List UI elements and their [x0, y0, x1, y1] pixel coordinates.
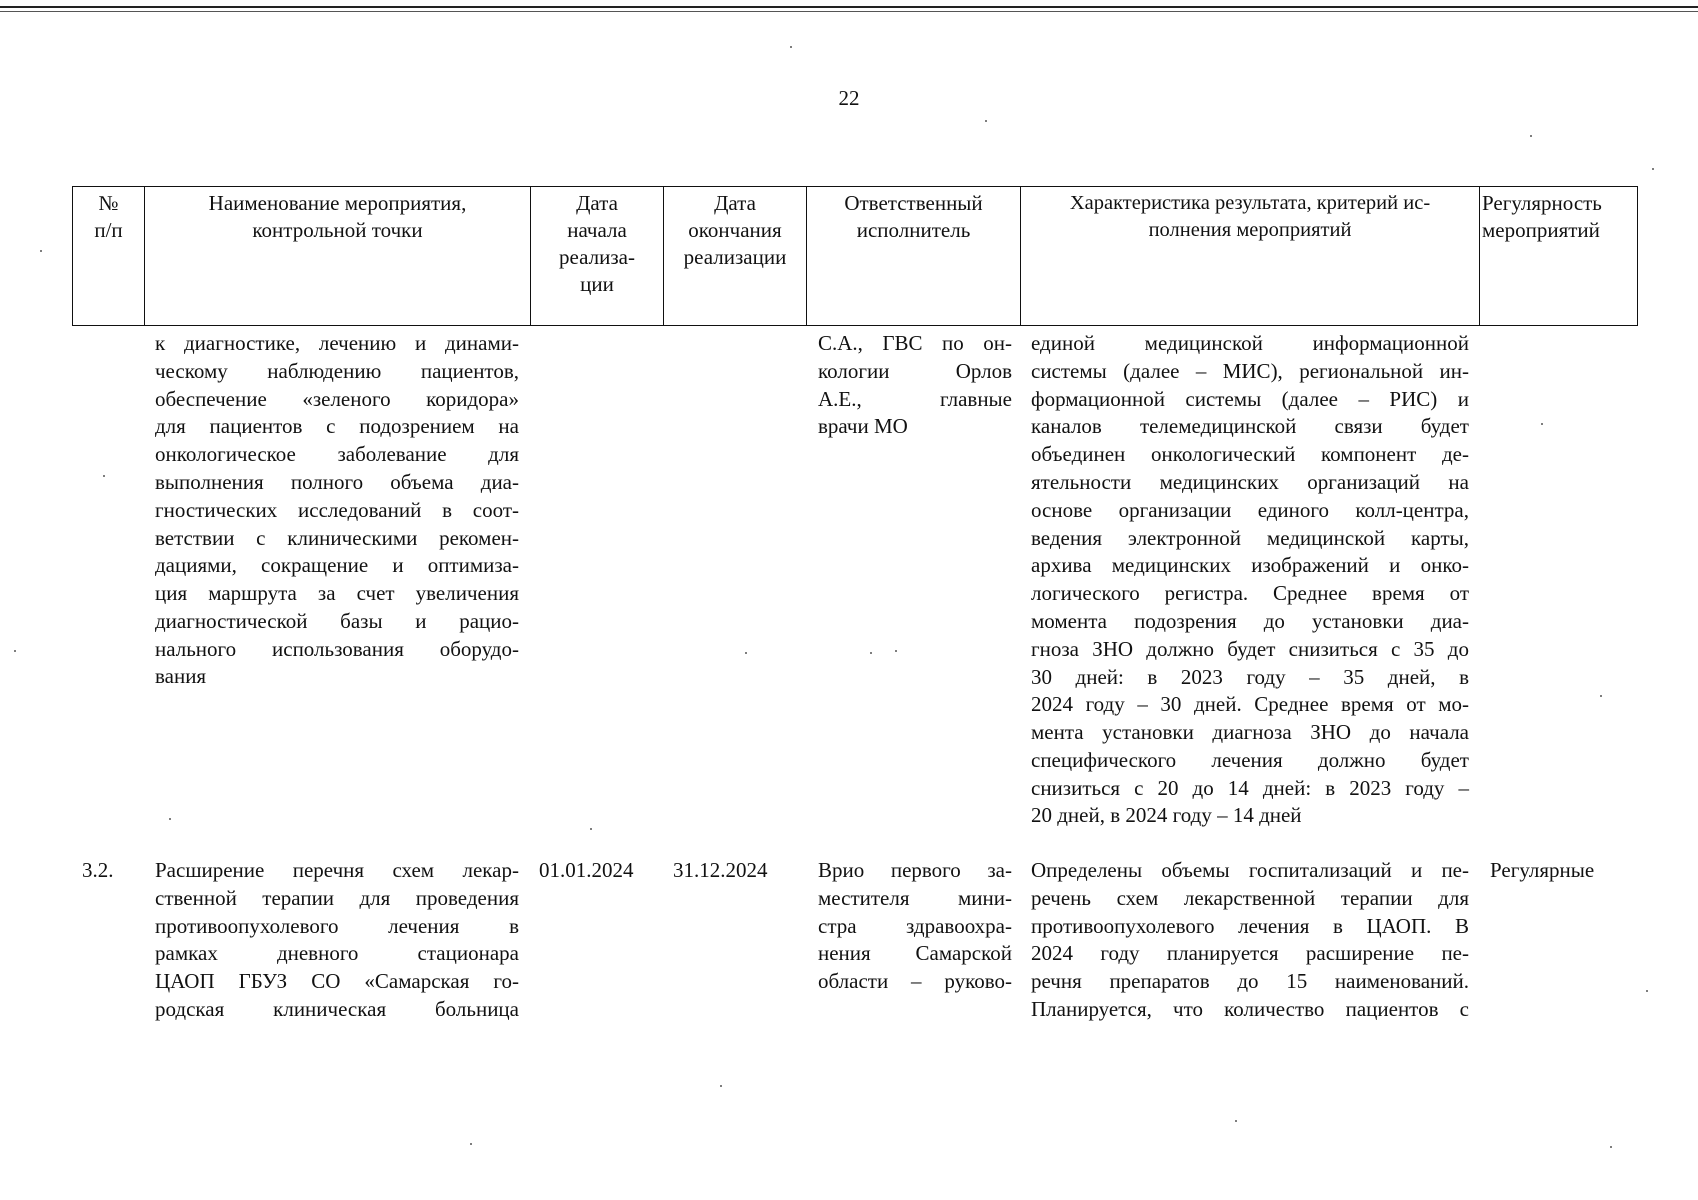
row-2-regularity: Регулярные: [1490, 858, 1595, 882]
row-1-result: единой медицинской информационной системы (далее – МИС), региональной ин- формационной системы (далее – РИС) и каналов телемедицинской связи будет объединен онкологический компонент де- ятельности медицинских организаций на основе организации единого колл-центра, ведения электронной медицинской карты, архива медицинских изображений и онко- логического регистра. Среднее время от момента подозрения до установки диа- гноза ЗНО должно будет снизиться с 35 до 30 дней: в 2023 году – 35 дней, в 2024 году – 30 дней. Среднее время от мо- мента установки диагноза ЗНО до начала специфического лечения должно будет снизиться с 20 до 14 дней: в 2023 году –: [1031, 331, 1469, 800]
scan-speck: [870, 652, 872, 654]
scan-speck: [1600, 695, 1602, 697]
row-1-name-last: вания: [155, 664, 207, 688]
scan-speck: [1530, 135, 1532, 137]
scan-speck: [1235, 1120, 1237, 1122]
scan-border-line: [0, 6, 1698, 8]
scan-speck: [103, 475, 105, 477]
scan-speck: [790, 46, 792, 48]
row-2-number: 3.2.: [82, 858, 114, 882]
row-2-start-date: 01.01.2024: [539, 858, 634, 882]
scan-speck: [1610, 1146, 1612, 1148]
scan-border-line-secondary: [0, 11, 1698, 12]
row-2-name: Расширение перечня схем лекар- ственной терапии для проведения противоопухолевого лечения в рамках дневного стационара ЦАОП ГБУЗ СО «Самарская го- родская клиническая больница: [155, 858, 519, 1021]
scan-speck: [985, 120, 987, 122]
row-1-name: к диагностике, лечению и динами- ческому наблюдению пациентов, обеспечение «зеленого коридора» для пациентов с подозрением на онкологическое заболевание для выполнения полного объема диа- гностических исследований в соот- ветствии с клиническими рекомен- дациями, сокращение и оптимиза- ция маршрута за счет увеличения диагностической базы и рацио- нального использования оборудо-: [155, 331, 519, 661]
scan-speck: [1652, 168, 1654, 170]
table-header: [72, 186, 1638, 326]
scan-speck: [590, 828, 592, 830]
scan-speck: [895, 650, 897, 652]
scan-speck: [745, 652, 747, 654]
row-1-responsible-last: врачи МО: [818, 414, 908, 438]
row-2-result: Определены объемы госпитализаций и пе- речень схем лекарственной терапии для противоопухолевого лечения в ЦАОП. В 2024 году планируется расширение пе- речня препаратов до 15 наименований. Планируется, что количество пациентов с: [1031, 858, 1469, 1021]
header-regularity: Регулярность мероприятий: [1480, 187, 1638, 326]
scan-speck: [40, 250, 42, 252]
scan-speck: [14, 650, 16, 652]
page-number: 22: [838, 86, 860, 110]
header-responsible: Ответственный исполнитель: [807, 187, 1021, 326]
row-1-responsible: С.А., ГВС по он- кологии Орлов А.Е., главные: [818, 331, 1012, 411]
header-end-date: Дата окончания реализации: [664, 187, 807, 326]
row-1-result-last: 20 дней, в 2024 году – 14 дней: [1031, 803, 1302, 827]
row-2-end-date: 31.12.2024: [673, 858, 768, 882]
header-result: Характеристика результата, критерий ис- полнения мероприятий: [1021, 187, 1480, 326]
scan-speck: [169, 818, 171, 820]
header-number: № п/п: [73, 187, 145, 326]
row-2-responsible: Врио первого за- местителя мини- стра здравоохра- нения Самарской области – руково-: [818, 858, 1012, 994]
scan-speck: [720, 1085, 722, 1087]
scan-speck: [1541, 423, 1543, 425]
header-event-name: Наименование мероприятия, контрольной точки: [145, 187, 531, 326]
scan-speck: [1646, 990, 1648, 992]
table-header-row: [73, 187, 1638, 326]
scan-speck: [470, 1143, 472, 1145]
header-start-date: Дата начала реализа- ции: [531, 187, 664, 326]
